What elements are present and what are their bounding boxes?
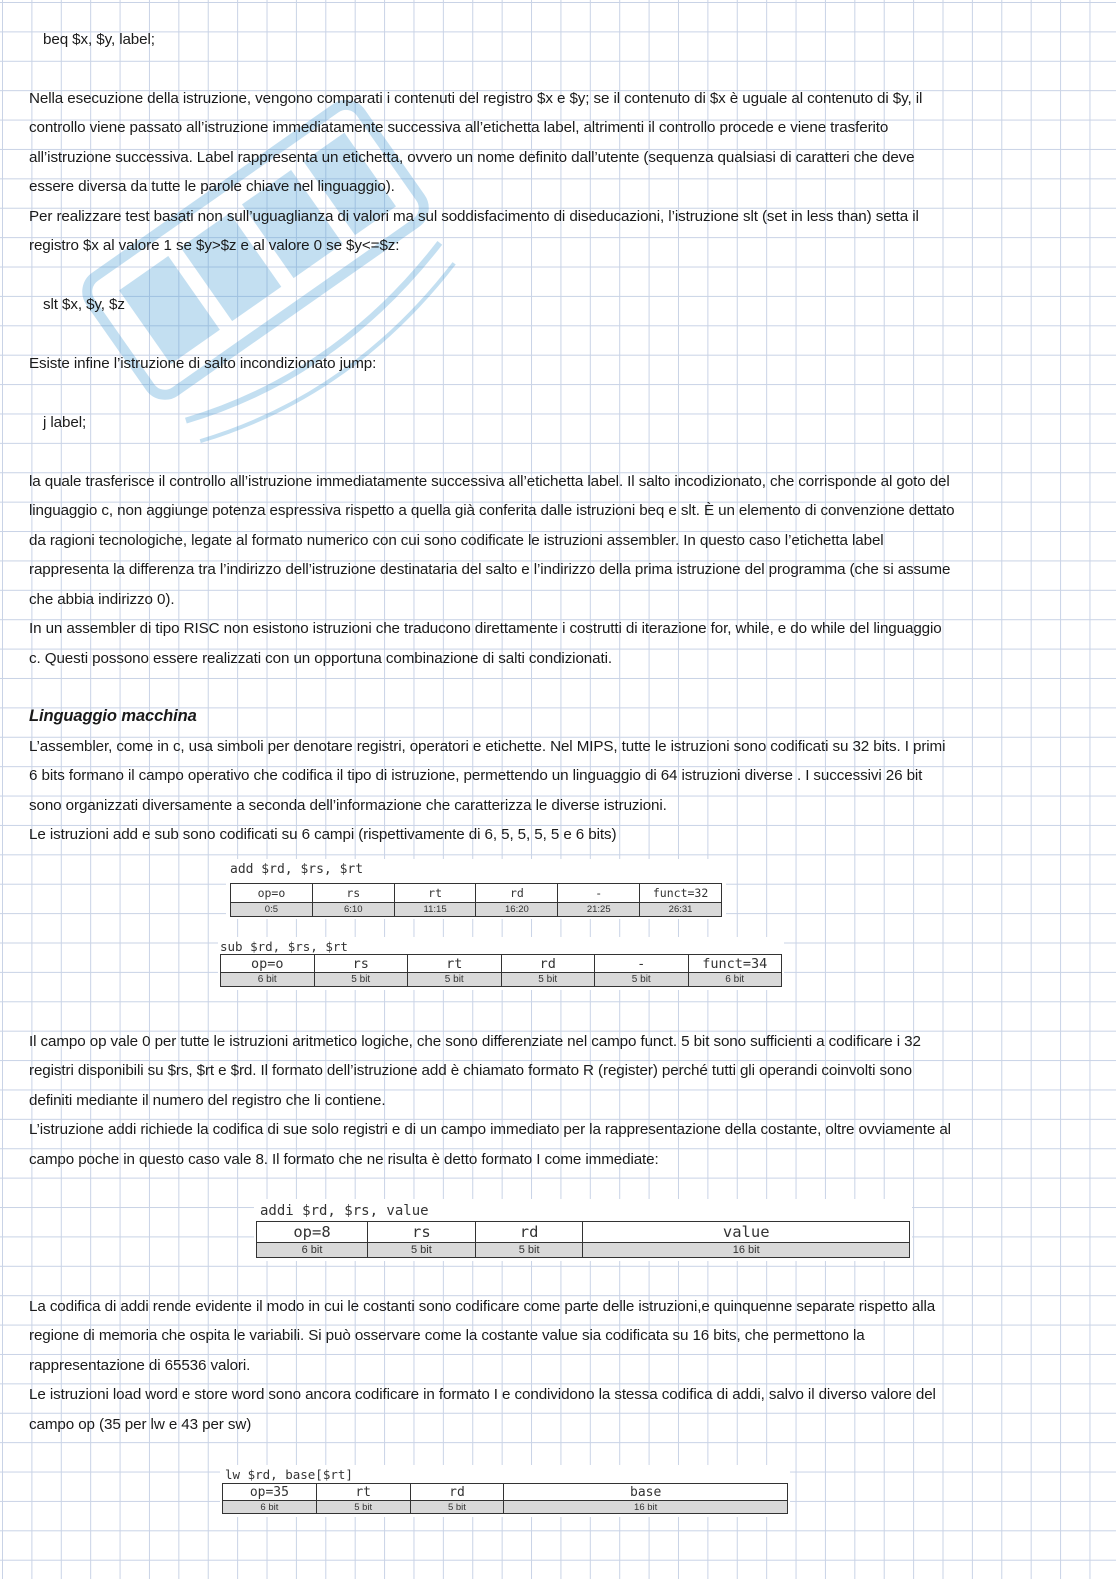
field-cell: op=o <box>231 884 313 903</box>
text-line: L’istruzione addi richiede la codifica di sue solo registri e di un campo immediato per la rappresentazione della costante, oltre ovviamente al <box>29 1121 951 1139</box>
field-cell: - <box>558 884 640 903</box>
field-cell: rd <box>501 955 595 973</box>
text-line: L’assembler, come in c, usa simboli per denotare registri, operatori e etichette. Nel MIPS, tutte le istruzioni sono codificati su 32 bits. I primi <box>29 738 946 755</box>
text-line: c. Questi possono essere realizzati con un opportuna combinazione di salti condizionati. <box>29 649 613 667</box>
bit-width-cell: 5 bit <box>316 1501 410 1514</box>
bit-width-cell: 6 bit <box>223 1501 317 1514</box>
paragraph-r-format <box>29 1027 1087 1174</box>
field-cell: op=35 <box>223 1484 317 1501</box>
field-cell: op=8 <box>257 1222 368 1243</box>
code-beq: beq $x, $y, label; <box>43 31 155 48</box>
text-line: rappresenta la differenza tra l’indirizzo dell’istruzione destinataria del salto e l’indirizzo della prima istruzione del programma (che si assume <box>29 561 951 579</box>
bit-width-cell: 6 bit <box>688 973 782 987</box>
bit-width-cell: 5 bit <box>368 1243 476 1258</box>
field-cell: rs <box>368 1222 476 1243</box>
text-line: da ragioni tecnologiche, legate al formato numerico con cui sono codificate le istruzioni assembler. In questo caso l’etichetta label <box>29 531 884 549</box>
text-line: rappresentazione di 65536 valori. <box>29 1356 251 1374</box>
bit-range-cell: 26:31 <box>640 903 722 917</box>
code-j: j label; <box>43 414 87 431</box>
text-line: Per realizzare test basati non sull’uguaglianza di valori ma sul soddisfacimento di diseducazioni, l’istruzione slt (set in less than) setta il <box>29 207 919 225</box>
section-heading: Linguaggio macchina <box>29 707 197 725</box>
field-cell: op=o <box>221 955 315 973</box>
field-cell: rd <box>475 1222 583 1243</box>
format-table-sub <box>218 937 784 990</box>
text-line: Le istruzioni load word e store word sono ancora codificare in formato I e condividono la stessa codifica di addi, salvo il diverso valore del <box>29 1386 936 1404</box>
paragraph-machine-language <box>29 732 1087 850</box>
bit-width-cell: 5 bit <box>595 973 689 987</box>
text-line: che abbia indirizzo 0). <box>29 590 175 608</box>
text-line: Il campo op vale 0 per tutte le istruzioni aritmetico logiche, che sono differenziate nel campo funct. 5 bit sono sufficienti a codificare i 32 <box>29 1033 921 1050</box>
bit-range-cell: 21:25 <box>558 903 640 917</box>
bit-range-cell: 16:20 <box>476 903 558 917</box>
text-line: essere diversa da tutte le parole chiave nel linguaggio). <box>29 178 395 196</box>
text-line: controllo viene passato all’istruzione immediatamente successiva all’etichetta label, altrimenti il controllo procede e viene trasferito <box>29 119 889 137</box>
bit-width-cell: 5 bit <box>501 973 595 987</box>
field-cell: rt <box>394 884 476 903</box>
paragraph-beq-slt <box>29 84 1087 261</box>
paragraph-jump-explanation <box>29 467 1087 673</box>
bit-range-cell: 0:5 <box>231 903 313 917</box>
text-line: Nella esecuzione della istruzione, vengono comparati i contenuti del registro $x e $y; se il contenuto di $x è uguale al contenuto di $y, il <box>29 90 923 107</box>
text-line: campo poche in questo caso vale 8. Il formato che ne risulta è detto formato I come immediate: <box>29 1150 659 1168</box>
field-cell: rt <box>408 955 502 973</box>
text-line: regione di memoria che ospita le variabili. Si può osservare come la costante value sia codificata su 16 bits, che permettono la <box>29 1327 865 1345</box>
code-slt: slt $x, $y, $z <box>43 296 125 313</box>
text-line: registro $x al valore 1 se $y>$z e al valore 0 se $y<=$z: <box>29 237 400 255</box>
bit-width-cell: 5 bit <box>314 973 408 987</box>
paragraph-jump: Esiste infine l’istruzione di salto incondizionato jump: <box>29 355 377 372</box>
field-cell: funct=32 <box>640 884 722 903</box>
format-title: add $rd, $rs, $rt <box>230 862 364 877</box>
bit-width-cell: 16 bit <box>583 1243 910 1258</box>
field-cell: value <box>583 1222 910 1243</box>
field-cell: rs <box>312 884 394 903</box>
text-line: la quale trasferisce il controllo all’istruzione immediatamente successiva all’etichetta label. Il salto incodizionato, che corrisponde al goto del <box>29 473 950 490</box>
text-line: La codifica di addi rende evidente il modo in cui le costanti sono codificare come parte delle istruzioni,e quinquenne separate rispetto alla <box>29 1298 936 1315</box>
bit-range-cell: 11:15 <box>394 903 476 917</box>
text-line: definiti mediante il numero del registro che li contiene. <box>29 1091 386 1109</box>
format-table-add <box>226 859 726 919</box>
format-table-addi <box>254 1199 912 1261</box>
bit-width-cell: 5 bit <box>475 1243 583 1258</box>
field-cell: rd <box>476 884 558 903</box>
format-title: sub $rd, $rs, $rt <box>220 939 348 954</box>
format-table-lw <box>220 1465 790 1517</box>
bit-width-cell: 16 bit <box>504 1501 788 1514</box>
text-line: linguaggio c, non aggiunge potenza espressiva rispetto a quella già conferita dalle istruzioni beq e slt. È un elemento di convenzione dettato <box>29 502 955 520</box>
bit-width-cell: 6 bit <box>221 973 315 987</box>
bit-width-cell: 6 bit <box>257 1243 368 1258</box>
field-cell: funct=34 <box>688 955 782 973</box>
format-title: addi $rd, $rs, value <box>260 1203 429 1219</box>
text-line: registri disponibili su $rs, $rt e $rd. Il formato dell’istruzione add è chiamato formato R (register) perché tutti gli operandi coinvolti sono <box>29 1062 913 1080</box>
text-line: 6 bits formano il campo operativo che codifica il tipo di istruzione, permettendo un linguaggio di 64 istruzioni diverse . I successivi 26 bit <box>29 767 923 785</box>
field-cell: rd <box>410 1484 504 1501</box>
format-title: lw $rd, base[$rt] <box>225 1467 353 1482</box>
text-line: In un assembler di tipo RISC non esistono istruzioni che traducono direttamente i costrutti di iterazione for, while, e do while del linguaggio <box>29 620 942 638</box>
bit-width-cell: 5 bit <box>410 1501 504 1514</box>
field-cell: rs <box>314 955 408 973</box>
field-cell: base <box>504 1484 788 1501</box>
field-cell: - <box>595 955 689 973</box>
paragraph-i-format <box>29 1292 1087 1439</box>
field-cell: rt <box>316 1484 410 1501</box>
text-line: all’istruzione successiva. Label rappresenta un etichetta, ovvero un nome definito dall’utente (sequenza qualsiasi di caratteri che deve <box>29 148 915 166</box>
bit-range-cell: 6:10 <box>312 903 394 917</box>
bit-width-cell: 5 bit <box>408 973 502 987</box>
text-line: Le istruzioni add e sub sono codificati su 6 campi (rispettivamente di 6, 5, 5, 5, 5 e 6 bits) <box>29 826 617 844</box>
text-line: campo op (35 per lw e 43 per sw) <box>29 1415 252 1433</box>
text-line: sono organizzati diversamente a seconda dell’informazione che caratterizza le diverse istruzioni. <box>29 796 667 814</box>
